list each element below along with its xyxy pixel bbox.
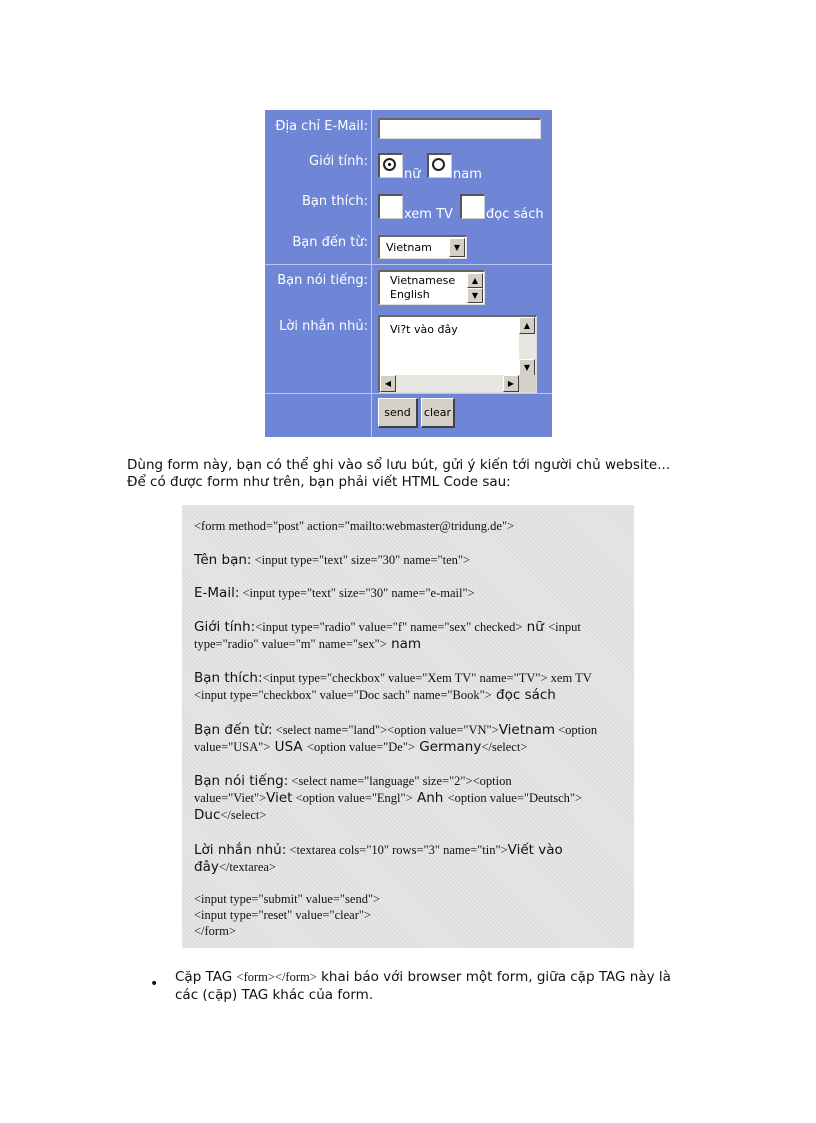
code-text: Duc xyxy=(194,807,221,823)
from-label: Bạn đến từ: xyxy=(292,235,368,250)
intro-line-2: Để có được form như trên, bạn phải viết HTML Code sau: xyxy=(127,474,511,490)
code-text: Viết vào xyxy=(507,842,563,858)
bullet-text: Cặp TAG xyxy=(175,969,237,985)
code-line xyxy=(194,685,556,704)
checkbox-book-label: đọc sách xyxy=(486,207,544,222)
code-line xyxy=(194,583,475,602)
code-text: nam xyxy=(386,636,422,652)
clear-button[interactable]: clear xyxy=(421,398,455,428)
code-line xyxy=(194,550,470,569)
code-line: <form method="post" action="mailto:webmaster@tridung.de"> xyxy=(194,519,515,533)
code-label: Bạn đến từ: xyxy=(194,722,273,738)
code-snippet: <input type="checkbox" value="Doc sach" name="Book"> xyxy=(194,688,492,702)
scroll-left-icon[interactable]: ◀ xyxy=(380,375,396,392)
language-listbox[interactable] xyxy=(378,270,485,305)
code-text: đây xyxy=(194,859,219,875)
country-select[interactable] xyxy=(378,235,467,259)
radio-female-label: nữ xyxy=(404,167,421,182)
gender-label: Giới tính: xyxy=(309,154,368,169)
country-select-value: Vietnam xyxy=(386,241,432,254)
code-line xyxy=(194,737,527,756)
radio-male[interactable] xyxy=(427,153,452,178)
code-snippet: </textarea> xyxy=(218,860,276,874)
code-snippet: value="USA"> xyxy=(194,740,271,754)
scroll-up-icon[interactable]: ▲ xyxy=(467,273,483,288)
bullet-line-2: các (cặp) TAG khác của form. xyxy=(175,987,374,1003)
email-label: Địa chỉ E-Mail: xyxy=(275,119,368,134)
checkbox-tv[interactable] xyxy=(378,194,403,219)
code-line: <input type="submit" value="send"> xyxy=(194,892,381,906)
column-divider xyxy=(371,110,372,437)
code-snippet: <select name="land"><option value="VN"> xyxy=(272,723,499,737)
code-text: đọc sách xyxy=(491,687,556,703)
code-snippet: type="radio" value="m" name="sex"> xyxy=(194,637,387,651)
scroll-down-icon[interactable]: ▼ xyxy=(519,359,535,376)
row-divider xyxy=(265,393,552,394)
code-text: Anh xyxy=(412,790,448,806)
code-label: Bạn nói tiếng: xyxy=(194,773,289,789)
code-snippet: <input xyxy=(548,620,581,634)
code-text: USA xyxy=(270,739,307,755)
radio-female[interactable] xyxy=(378,153,403,178)
code-snippet: <select name="language" size="2"><option xyxy=(288,774,512,788)
language-option[interactable]: English xyxy=(390,288,430,301)
code-label: Bạn thích: xyxy=(194,670,263,686)
form-example-image xyxy=(265,110,552,437)
code-label: Lời nhắn nhủ: xyxy=(194,842,287,858)
likes-label: Bạn thích: xyxy=(302,194,368,209)
bullet-icon: • xyxy=(150,976,159,992)
scroll-up-icon[interactable]: ▲ xyxy=(519,317,535,334)
bullet-line-1 xyxy=(175,968,671,986)
send-button[interactable]: send xyxy=(378,398,418,428)
code-snippet: value="Viet"> xyxy=(194,791,267,805)
code-text: nữ xyxy=(522,619,549,635)
code-line xyxy=(194,857,276,876)
code-sample xyxy=(182,505,634,948)
radio-checked-icon xyxy=(383,158,396,171)
chevron-down-icon[interactable]: ▼ xyxy=(449,238,465,257)
radio-unchecked-icon xyxy=(432,158,445,171)
code-snippet: <option value="Deutsch"> xyxy=(447,791,583,805)
code-snippet: </select> xyxy=(220,808,267,822)
code-snippet: <option value="Engl"> xyxy=(292,791,413,805)
code-line xyxy=(194,634,421,653)
checkbox-tv-label: xem TV xyxy=(404,207,453,222)
code-text: Germany xyxy=(415,739,482,755)
message-textarea-value: Vi?t vào đây xyxy=(390,323,458,336)
code-snippet: </select> xyxy=(481,740,528,754)
code-snippet: <input type="text" size="30" name="ten"> xyxy=(251,553,471,567)
language-label: Bạn nói tiếng: xyxy=(277,273,368,288)
row-divider xyxy=(265,264,552,265)
code-snippet: <option value="De"> xyxy=(306,740,415,754)
horizontal-scrollbar[interactable] xyxy=(380,375,519,392)
radio-male-label: nam xyxy=(453,167,482,182)
code-snippet: <input type="radio" value="f" name="sex" checked> xyxy=(255,620,523,634)
message-label: Lời nhắn nhủ: xyxy=(279,319,368,334)
scroll-down-icon[interactable]: ▼ xyxy=(467,288,483,303)
code-snippet: <textarea cols="10" rows="3" name="tin"> xyxy=(286,843,508,857)
message-textarea[interactable] xyxy=(378,315,537,393)
code-snippet: <option xyxy=(555,723,598,737)
vertical-scrollbar[interactable] xyxy=(519,317,536,376)
intro-line-1: Dùng form này, bạn có thể ghi vào sổ lưu bút, gửi ý kiến tới người chủ website... xyxy=(127,457,671,473)
code-text: Viet xyxy=(266,790,293,806)
scrollbar-corner xyxy=(519,375,536,392)
code-label: Tên bạn: xyxy=(194,552,252,568)
code-line xyxy=(194,805,266,824)
scroll-right-icon[interactable]: ▶ xyxy=(503,375,519,392)
bullet-text: khai báo với browser một form, giữa cặp TAG này là xyxy=(316,969,671,985)
email-field[interactable] xyxy=(378,118,541,139)
language-option[interactable]: Vietnamese xyxy=(390,274,456,287)
code-text: Vietnam xyxy=(498,722,555,738)
code-label: E-Mail: xyxy=(194,585,240,601)
code-line: </form> xyxy=(194,924,236,938)
code-line: <input type="reset" value="clear"> xyxy=(194,908,372,922)
code-snippet: <input type="text" size="30" name="e-mail"> xyxy=(239,586,475,600)
code-label: Giới tính: xyxy=(194,619,256,635)
inline-code-tag: <form></form> xyxy=(236,970,317,984)
checkbox-book[interactable] xyxy=(460,194,485,219)
code-snippet: <input type="checkbox" value="Xem TV" name="TV"> xem TV xyxy=(262,671,592,685)
